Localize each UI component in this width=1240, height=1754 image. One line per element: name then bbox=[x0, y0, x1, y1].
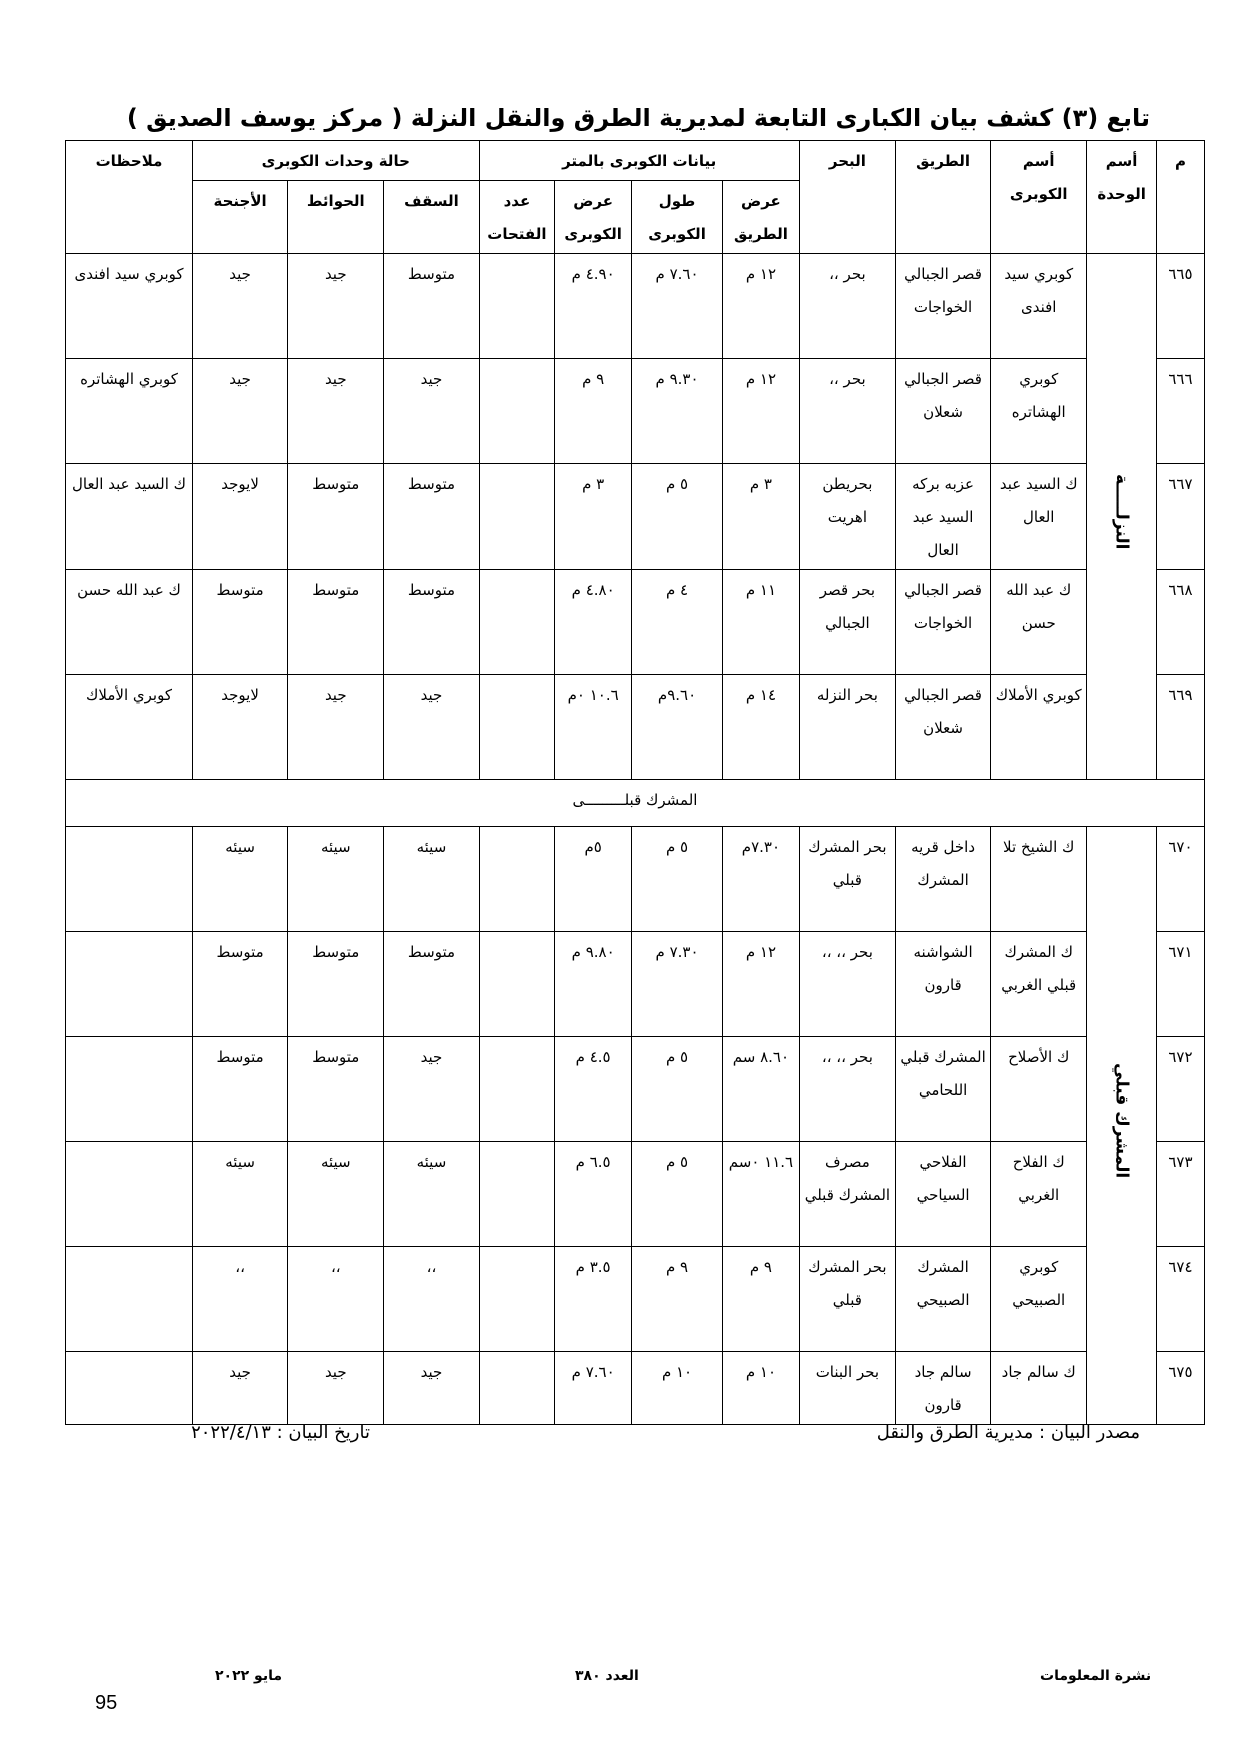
notes bbox=[66, 1352, 193, 1425]
road: عزبه بركه السيد عبد العال bbox=[895, 464, 990, 570]
walls: جيد bbox=[288, 359, 384, 464]
road: داخل قريه المشرك bbox=[895, 827, 990, 932]
table-row bbox=[66, 1352, 1205, 1425]
row-num: ٦٧٥ bbox=[1156, 1352, 1204, 1425]
openings bbox=[479, 1352, 555, 1425]
bridge-width: ٥م bbox=[555, 827, 632, 932]
section-row bbox=[66, 780, 1205, 827]
road-width: ١٢ م bbox=[723, 254, 800, 359]
ceiling: سيئه bbox=[384, 827, 479, 932]
header-wings: الأجنحة bbox=[193, 181, 288, 254]
bridge-name: ك عبد الله حسن bbox=[991, 570, 1087, 675]
ceiling: متوسط bbox=[384, 254, 479, 359]
bridge-length: ٤ م bbox=[632, 570, 723, 675]
footer-publication: نشرة المعلومات bbox=[1040, 1668, 1152, 1684]
row-num: ٦٧٢ bbox=[1156, 1037, 1204, 1142]
unit-label: النزلـــــة bbox=[1111, 473, 1132, 550]
sea: بحر البنات bbox=[799, 1352, 895, 1425]
road: قصر الجبالي الخواجات bbox=[895, 254, 990, 359]
header-walls: الحوائط bbox=[288, 181, 384, 254]
header-condition: حالة وحدات الكوبرى bbox=[193, 141, 480, 181]
walls: متوسط bbox=[288, 932, 384, 1037]
ceiling: جيد bbox=[384, 1352, 479, 1425]
header-sea: البحر bbox=[799, 141, 895, 254]
road-width: ٩ م bbox=[723, 1247, 800, 1352]
data-date: تاريخ البيان : ٢٠٢٢/٤/١٣ bbox=[191, 1422, 370, 1443]
wings: جيد bbox=[193, 1352, 288, 1425]
row-num: ٦٧٣ bbox=[1156, 1142, 1204, 1247]
notes bbox=[66, 1037, 193, 1142]
bridge-length: ٥ م bbox=[632, 464, 723, 570]
sea: بحر قصر الجبالي bbox=[799, 570, 895, 675]
openings bbox=[479, 359, 555, 464]
bridge-width: ٩ م bbox=[555, 359, 632, 464]
road-width: ٣ م bbox=[723, 464, 800, 570]
bridge-length: ٧.٣٠ م bbox=[632, 932, 723, 1037]
sea: مصرف المشرك قبلي bbox=[799, 1142, 895, 1247]
notes: كوبري الهشاتره bbox=[66, 359, 193, 464]
sea: بحر ،، bbox=[799, 254, 895, 359]
header-num: م bbox=[1156, 141, 1204, 254]
row-num: ٦٦٩ bbox=[1156, 675, 1204, 780]
wings: جيد bbox=[193, 254, 288, 359]
openings bbox=[479, 1142, 555, 1247]
bridge-name: ك الأصلاح bbox=[991, 1037, 1087, 1142]
bridge-length: ١٠ م bbox=[632, 1352, 723, 1425]
road: قصر الجبالي شعلان bbox=[895, 359, 990, 464]
notes: كوبري سيد افندى bbox=[66, 254, 193, 359]
row-num: ٦٦٥ bbox=[1156, 254, 1204, 359]
road-width: ١٤ م bbox=[723, 675, 800, 780]
bridge-width: ٧.٦٠ م bbox=[555, 1352, 632, 1425]
bridge-width: ٣ م bbox=[555, 464, 632, 570]
road: سالم جاد قارون bbox=[895, 1352, 990, 1425]
sea: بحر المشرك قبلي bbox=[799, 827, 895, 932]
road-width: ١٢ م bbox=[723, 932, 800, 1037]
walls: جيد bbox=[288, 254, 384, 359]
bridge-name: كوبري الصبيحي bbox=[991, 1247, 1087, 1352]
bridge-length: ٥ م bbox=[632, 1037, 723, 1142]
bridge-length: ٩.٣٠ م bbox=[632, 359, 723, 464]
ceiling: جيد bbox=[384, 359, 479, 464]
table-row bbox=[66, 359, 1205, 464]
bridge-length: ٧.٦٠ م bbox=[632, 254, 723, 359]
bridge-width: ٤.٩٠ م bbox=[555, 254, 632, 359]
bridge-name: كوبري الأملاك bbox=[991, 675, 1087, 780]
road: قصر الجبالي الخواجات bbox=[895, 570, 990, 675]
table-row bbox=[66, 254, 1205, 359]
table-row bbox=[66, 1037, 1205, 1142]
table-row bbox=[66, 1142, 1205, 1247]
bridge-length: ٩.٦٠م bbox=[632, 675, 723, 780]
bridges-table bbox=[65, 140, 1205, 1425]
bridge-width: ١٠.٦ ٠م bbox=[555, 675, 632, 780]
bridge-length: ٥ م bbox=[632, 827, 723, 932]
openings bbox=[479, 570, 555, 675]
wings: لايوجد bbox=[193, 675, 288, 780]
road: المشرك قبلي اللحامي bbox=[895, 1037, 990, 1142]
walls: متوسط bbox=[288, 464, 384, 570]
footer-month: مايو ٢٠٢٢ bbox=[215, 1668, 283, 1684]
openings bbox=[479, 254, 555, 359]
page-title: تابع (٣) كشف بيان الكبارى التابعة لمديرية الطرق والنقل النزلة ( مركز يوسف الصديق ) bbox=[126, 104, 1150, 132]
header-road-width: عرض الطريق bbox=[723, 181, 800, 254]
walls: ،، bbox=[288, 1247, 384, 1352]
unit-cell bbox=[1087, 254, 1157, 780]
bridge-width: ٩.٨٠ م bbox=[555, 932, 632, 1037]
table-row bbox=[66, 1247, 1205, 1352]
road-width: ١١.٦ ٠سم bbox=[723, 1142, 800, 1247]
section-label: المشرك قبلـــــــــى bbox=[66, 780, 1205, 827]
wings: متوسط bbox=[193, 932, 288, 1037]
road: الفلاحي السياحي bbox=[895, 1142, 990, 1247]
walls: سيئه bbox=[288, 1142, 384, 1247]
road: قصر الجبالي شعلان bbox=[895, 675, 990, 780]
bridge-length: ٩ م bbox=[632, 1247, 723, 1352]
sea: بحر النزله bbox=[799, 675, 895, 780]
ceiling: جيد bbox=[384, 675, 479, 780]
ceiling: سيئه bbox=[384, 1142, 479, 1247]
road-width: ١٠ م bbox=[723, 1352, 800, 1425]
notes: كوبري الأملاك bbox=[66, 675, 193, 780]
wings: متوسط bbox=[193, 1037, 288, 1142]
bridge-name: ك المشرك قبلي الغربي bbox=[991, 932, 1087, 1037]
road-width: ٧.٣٠م bbox=[723, 827, 800, 932]
wings: متوسط bbox=[193, 570, 288, 675]
page-number: 95 bbox=[95, 1692, 118, 1714]
wings: سيئه bbox=[193, 827, 288, 932]
road: المشرك الصبيحي bbox=[895, 1247, 990, 1352]
road-width: ١١ م bbox=[723, 570, 800, 675]
header-notes: ملاحظات bbox=[66, 141, 193, 254]
table-row bbox=[66, 675, 1205, 780]
header-road: الطريق bbox=[895, 141, 990, 254]
row-num: ٦٧١ bbox=[1156, 932, 1204, 1037]
openings bbox=[479, 827, 555, 932]
row-num: ٦٦٨ bbox=[1156, 570, 1204, 675]
walls: جيد bbox=[288, 675, 384, 780]
notes: ك عبد الله حسن bbox=[66, 570, 193, 675]
openings bbox=[479, 675, 555, 780]
walls: متوسط bbox=[288, 1037, 384, 1142]
header-bridge-width: عرض الكوبرى bbox=[555, 181, 632, 254]
row-num: ٦٦٦ bbox=[1156, 359, 1204, 464]
road-width: ١٢ م bbox=[723, 359, 800, 464]
bridge-name: ك السيد عبد العال bbox=[991, 464, 1087, 570]
header-unit: أسم الوحدة bbox=[1087, 141, 1157, 254]
sea: بحر المشرك قبلي bbox=[799, 1247, 895, 1352]
bridge-name: ك الفلاح الغربي bbox=[991, 1142, 1087, 1247]
notes bbox=[66, 1247, 193, 1352]
ceiling: متوسط bbox=[384, 932, 479, 1037]
notes bbox=[66, 827, 193, 932]
row-num: ٦٦٧ bbox=[1156, 464, 1204, 570]
walls: جيد bbox=[288, 1352, 384, 1425]
wings: سيئه bbox=[193, 1142, 288, 1247]
wings: ،، bbox=[193, 1247, 288, 1352]
ceiling: ،، bbox=[384, 1247, 479, 1352]
footer-issue: العدد ٣٨٠ bbox=[575, 1668, 639, 1684]
ceiling: جيد bbox=[384, 1037, 479, 1142]
ceiling: متوسط bbox=[384, 464, 479, 570]
openings bbox=[479, 932, 555, 1037]
bridge-name: ك الشيخ تلا bbox=[991, 827, 1087, 932]
header-bridge-data: بيانات الكوبرى بالمتر bbox=[479, 141, 799, 181]
bridge-width: ٦.٥ م bbox=[555, 1142, 632, 1247]
sea: بحريطن اهريت bbox=[799, 464, 895, 570]
sea: بحر ،، ،، bbox=[799, 1037, 895, 1142]
sea: بحر ،، ،، bbox=[799, 932, 895, 1037]
header-ceiling: السقف bbox=[384, 181, 479, 254]
sea: بحر ،، bbox=[799, 359, 895, 464]
road-width: ٨.٦٠ سم bbox=[723, 1037, 800, 1142]
walls: سيئه bbox=[288, 827, 384, 932]
table-row bbox=[66, 570, 1205, 675]
openings bbox=[479, 1247, 555, 1352]
bridge-name: كوبري الهشاتره bbox=[991, 359, 1087, 464]
header-bridge-length: طول الكوبرى bbox=[632, 181, 723, 254]
bridge-length: ٥ م bbox=[632, 1142, 723, 1247]
header-openings: عدد الفتحات bbox=[479, 181, 555, 254]
bridge-width: ٤.٨٠ م bbox=[555, 570, 632, 675]
openings bbox=[479, 464, 555, 570]
notes bbox=[66, 1142, 193, 1247]
openings bbox=[479, 1037, 555, 1142]
notes: ك السيد عبد العال bbox=[66, 464, 193, 570]
road: الشواشنه قارون bbox=[895, 932, 990, 1037]
bridge-width: ٤.٥ م bbox=[555, 1037, 632, 1142]
unit-label: المشرك قبلي bbox=[1111, 1062, 1132, 1179]
unit-cell bbox=[1087, 827, 1157, 1425]
bridge-width: ٣.٥ م bbox=[555, 1247, 632, 1352]
data-source: مصدر البيان : مديرية الطرق والنقل bbox=[876, 1422, 1140, 1443]
row-num: ٦٧٤ bbox=[1156, 1247, 1204, 1352]
ceiling: متوسط bbox=[384, 570, 479, 675]
notes bbox=[66, 932, 193, 1037]
row-num: ٦٧٠ bbox=[1156, 827, 1204, 932]
wings: جيد bbox=[193, 359, 288, 464]
bridge-name: كوبري سيد افندى bbox=[991, 254, 1087, 359]
table-row bbox=[66, 827, 1205, 932]
header-name: أسم الكوبرى bbox=[991, 141, 1087, 254]
table-row bbox=[66, 932, 1205, 1037]
table-row bbox=[66, 464, 1205, 570]
wings: لايوجد bbox=[193, 464, 288, 570]
walls: متوسط bbox=[288, 570, 384, 675]
bridge-name: ك سالم جاد bbox=[991, 1352, 1087, 1425]
